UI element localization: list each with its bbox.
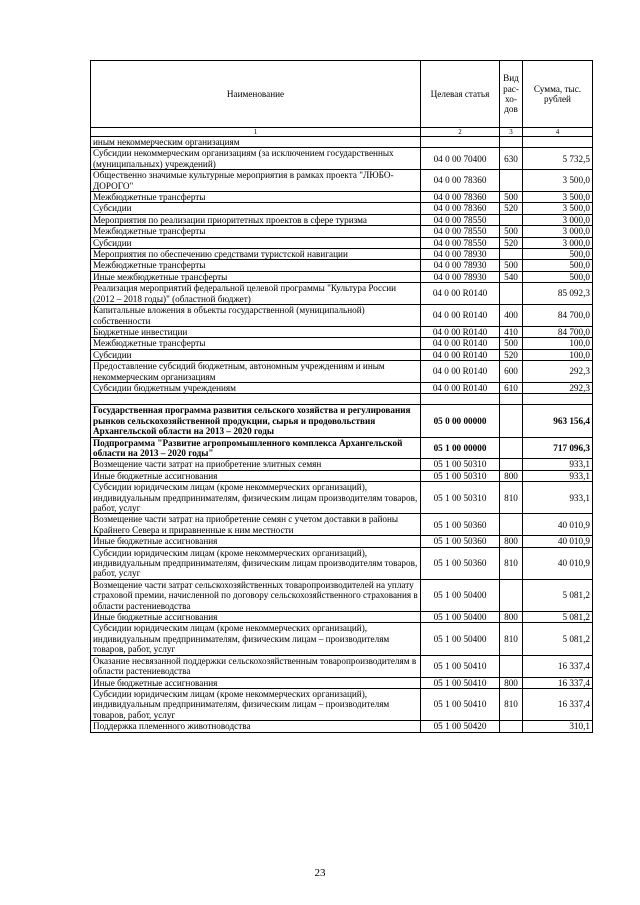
table-row	[91, 338, 593, 349]
row-code: 04 0 00 78550	[421, 237, 500, 248]
row-code: 04 0 00 R0140	[421, 305, 500, 327]
row-name: Общественно значимые культурные мероприятия в рамках проекта "ЛЮБО-ДОРОГО"	[91, 170, 421, 192]
row-sum: 933,1	[523, 482, 593, 514]
row-name: Реализация мероприятий федеральной целевой программы "Культура России (2012 – 2018 годы)" (областной бюджет)	[91, 283, 421, 305]
row-kind	[500, 249, 523, 260]
row-name: Подпрограмма "Развитие агропромышленного комплекса Архангельской области на 2013 – 2020 годы"	[91, 437, 421, 459]
row-name: Иные бюджетные ассигнования	[91, 677, 421, 688]
row-name: Межбюджетные трансферты	[91, 226, 421, 237]
row-kind: 540	[500, 271, 523, 282]
row-code: 05 1 00 50360	[421, 514, 500, 536]
row-sum: 500,0	[523, 271, 593, 282]
table-row	[91, 405, 593, 437]
table-row	[91, 612, 593, 623]
row-name: Иные бюджетные ассигнования	[91, 470, 421, 481]
row-name: Субсидии юридическим лицам (кроме некоммерческих организаций), индивидуальным предпринимателям, физическим лицам производителям товаров, работ, услуг	[91, 547, 421, 579]
row-name: Бюджетные инвестиции	[91, 326, 421, 337]
table-row	[91, 326, 593, 337]
row-name: Мероприятия по реализации приоритетных проектов в сфере туризма	[91, 214, 421, 225]
table-row	[91, 226, 593, 237]
row-sum: 100,0	[523, 349, 593, 360]
row-sum: 500,0	[523, 249, 593, 260]
table-row	[91, 470, 593, 481]
table-row	[91, 437, 593, 459]
row-kind: 810	[500, 482, 523, 514]
row-name: Иные межбюджетные трансферты	[91, 271, 421, 282]
header-name: Наименование	[91, 61, 421, 128]
table-row	[91, 677, 593, 688]
table-row	[91, 192, 593, 203]
row-kind: 800	[500, 612, 523, 623]
row-sum: 40 010,9	[523, 514, 593, 536]
table-row	[91, 249, 593, 260]
row-name: Капитальные вложения в объекты государственной (муниципальной) собственности	[91, 305, 421, 327]
row-code	[421, 137, 500, 148]
row-kind: 610	[500, 382, 523, 393]
row-kind: 520	[500, 349, 523, 360]
row-code: 04 0 00 78360	[421, 192, 500, 203]
row-sum	[523, 137, 593, 148]
header-sum: Сумма, тыс. рублей	[523, 61, 593, 128]
row-kind: 520	[500, 237, 523, 248]
table-row	[91, 260, 593, 271]
row-sum: 292,3	[523, 361, 593, 383]
row-sum: 3 000,0	[523, 237, 593, 248]
row-sum: 717 096,3	[523, 437, 593, 459]
row-kind: 520	[500, 203, 523, 214]
row-kind: 500	[500, 192, 523, 203]
row-code: 04 0 00 R0140	[421, 283, 500, 305]
table-row	[91, 237, 593, 248]
row-name: Межбюджетные трансферты	[91, 260, 421, 271]
row-code: 05 1 00 50310	[421, 482, 500, 514]
row-sum: 40 010,9	[523, 547, 593, 579]
row-kind	[500, 655, 523, 677]
row-sum: 3 500,0	[523, 192, 593, 203]
row-kind: 810	[500, 547, 523, 579]
header-num-1: 1	[91, 128, 421, 137]
row-kind: 800	[500, 470, 523, 481]
row-kind	[500, 170, 523, 192]
row-sum: 40 010,9	[523, 536, 593, 547]
table-row	[91, 394, 593, 405]
row-name: Иные бюджетные ассигнования	[91, 612, 421, 623]
table-row	[91, 170, 593, 192]
budget-table	[90, 60, 593, 733]
row-code: 05 1 00 50360	[421, 536, 500, 547]
row-code: 05 1 00 00000	[421, 437, 500, 459]
row-code: 05 1 00 50400	[421, 579, 500, 611]
row-sum: 5 081,2	[523, 579, 593, 611]
row-code: 04 0 00 78550	[421, 226, 500, 237]
row-code: 05 1 00 50400	[421, 612, 500, 623]
row-sum: 100,0	[523, 338, 593, 349]
header-num-2: 2	[421, 128, 500, 137]
row-kind: 400	[500, 305, 523, 327]
row-code: 04 0 00 78930	[421, 249, 500, 260]
table-row	[91, 579, 593, 611]
row-sum: 3 500,0	[523, 203, 593, 214]
row-name: Поддержка племенного животноводства	[91, 721, 421, 732]
row-sum: 292,3	[523, 382, 593, 393]
row-kind	[500, 721, 523, 732]
row-kind	[500, 137, 523, 148]
row-sum: 3 500,0	[523, 170, 593, 192]
row-sum: 963 156,4	[523, 405, 593, 437]
row-kind	[500, 283, 523, 305]
header-kind: Вид рас- хо- дов	[500, 61, 523, 128]
row-sum: 84 700,0	[523, 305, 593, 327]
row-name: Возмещение части затрат на приобретение семян с учетом доставки в районы Крайнего Севера и приравненные к ним местности	[91, 514, 421, 536]
row-code	[421, 394, 500, 405]
table-header	[91, 61, 593, 137]
row-sum	[523, 394, 593, 405]
row-sum: 84 700,0	[523, 326, 593, 337]
row-name: Субсидии некоммерческим организациям (за исключением государственных (муниципальных) учреждений)	[91, 148, 421, 170]
table-row	[91, 459, 593, 470]
row-kind: 810	[500, 688, 523, 720]
row-code: 04 0 00 R0140	[421, 382, 500, 393]
table-row	[91, 214, 593, 225]
row-sum: 5 081,2	[523, 612, 593, 623]
row-kind	[500, 579, 523, 611]
row-name: Субсидии юридическим лицам (кроме некоммерческих организаций), индивидуальным предпринимателям, физическим лицам производителям товаров, работ, услуг	[91, 482, 421, 514]
table-row	[91, 271, 593, 282]
row-kind: 500	[500, 338, 523, 349]
row-kind	[500, 437, 523, 459]
table-row	[91, 361, 593, 383]
row-code: 04 0 00 78930	[421, 271, 500, 282]
table-body	[91, 137, 593, 733]
row-sum: 5 732,5	[523, 148, 593, 170]
row-code: 05 1 00 50360	[421, 547, 500, 579]
row-kind: 500	[500, 226, 523, 237]
table-row	[91, 623, 593, 655]
table-row	[91, 547, 593, 579]
row-kind	[500, 394, 523, 405]
page-number: 23	[314, 867, 326, 879]
row-name: Государственная программа развития сельского хозяйства и регулирования рынков сельскохозяйственной продукции, сырья и продовольствия Архангельской области на 2013 – 2020 годы	[91, 405, 421, 437]
row-name: Возмещение части затрат сельскохозяйственных товаропроизводителей на уплату страховой премии, начисленной по договору сельскохозяйственного страхования в области растениеводства	[91, 579, 421, 611]
row-sum: 5 081,2	[523, 623, 593, 655]
table-row	[91, 305, 593, 327]
table-row	[91, 482, 593, 514]
row-code: 05 1 00 50420	[421, 721, 500, 732]
row-code: 04 0 00 R0140	[421, 349, 500, 360]
table-row	[91, 514, 593, 536]
row-kind: 800	[500, 677, 523, 688]
row-kind: 600	[500, 361, 523, 383]
row-name: Предоставление субсидий бюджетным, автономным учреждениям и иным некоммерческим организациям	[91, 361, 421, 383]
row-code: 05 1 00 50410	[421, 688, 500, 720]
header-num-3: 3	[500, 128, 523, 137]
row-name: Субсидии	[91, 349, 421, 360]
row-kind: 800	[500, 536, 523, 547]
row-kind	[500, 514, 523, 536]
table-row	[91, 721, 593, 732]
row-sum: 16 337,4	[523, 677, 593, 688]
row-code: 04 0 00 78360	[421, 203, 500, 214]
row-kind: 410	[500, 326, 523, 337]
row-name: Субсидии бюджетным учреждениям	[91, 382, 421, 393]
row-sum: 16 337,4	[523, 688, 593, 720]
row-code: 05 1 00 50410	[421, 655, 500, 677]
row-sum: 3 000,0	[523, 214, 593, 225]
row-sum: 500,0	[523, 260, 593, 271]
row-name: Возмещение части затрат на приобретение элитных семян	[91, 459, 421, 470]
row-code: 04 0 00 R0140	[421, 361, 500, 383]
row-code: 04 0 00 78360	[421, 170, 500, 192]
row-kind: 630	[500, 148, 523, 170]
row-name: Субсидии	[91, 203, 421, 214]
row-kind	[500, 459, 523, 470]
row-code: 05 1 00 50410	[421, 677, 500, 688]
row-code: 05 1 00 50310	[421, 470, 500, 481]
row-name: Субсидии юридическим лицам (кроме некоммерческих организаций), индивидуальным предпринимателям, физическим лицам – производителям товаров, работ, услуг	[91, 688, 421, 720]
row-code: 05 0 00 00000	[421, 405, 500, 437]
row-code: 04 0 00 78550	[421, 214, 500, 225]
row-sum: 933,1	[523, 459, 593, 470]
row-code: 04 0 00 R0140	[421, 338, 500, 349]
row-code: 04 0 00 R0140	[421, 326, 500, 337]
row-kind: 810	[500, 623, 523, 655]
row-name: Иные бюджетные ассигнования	[91, 536, 421, 547]
table-row	[91, 536, 593, 547]
table-row	[91, 137, 593, 148]
row-kind	[500, 214, 523, 225]
row-kind	[500, 405, 523, 437]
row-name: Межбюджетные трансферты	[91, 338, 421, 349]
table-row	[91, 688, 593, 720]
row-sum: 85 092,3	[523, 283, 593, 305]
row-sum: 16 337,4	[523, 655, 593, 677]
row-name: Оказание несвязанной поддержки сельскохозяйственным товаропроизводителям в области растениеводства	[91, 655, 421, 677]
table-row	[91, 655, 593, 677]
row-code: 05 1 00 50310	[421, 459, 500, 470]
row-name: Субсидии юридическим лицам (кроме некоммерческих организаций), индивидуальным предпринимателям, физическим лицам – производителям товаров, работ, услуг	[91, 623, 421, 655]
table-row	[91, 283, 593, 305]
header-code: Целевая статья	[421, 61, 500, 128]
table-row	[91, 203, 593, 214]
row-name: иным некоммерческим организациям	[91, 137, 421, 148]
row-code: 05 1 00 50400	[421, 623, 500, 655]
row-code: 04 0 00 70400	[421, 148, 500, 170]
table-row	[91, 349, 593, 360]
header-num-4: 4	[523, 128, 593, 137]
row-name	[91, 394, 421, 405]
row-sum: 310,1	[523, 721, 593, 732]
row-sum: 933,1	[523, 470, 593, 481]
row-name: Мероприятия по обеспечению средствами туристской навигации	[91, 249, 421, 260]
row-name: Межбюджетные трансферты	[91, 192, 421, 203]
row-sum: 3 000,0	[523, 226, 593, 237]
row-name: Субсидии	[91, 237, 421, 248]
table-row	[91, 148, 593, 170]
row-code: 04 0 00 78930	[421, 260, 500, 271]
row-kind: 500	[500, 260, 523, 271]
table-row	[91, 382, 593, 393]
